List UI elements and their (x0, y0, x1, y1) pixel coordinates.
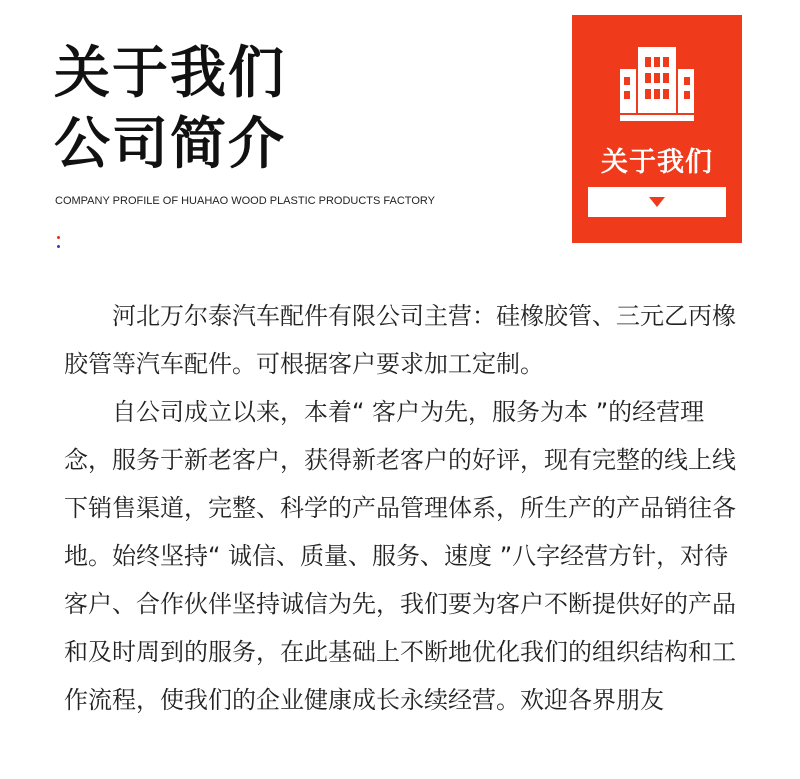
paragraph-1: 河北万尔泰汽车配件有限公司主营：硅橡胶管、三元乙丙橡胶管等汽车配件。可根据客户要求加工定制。 (64, 302, 736, 378)
badge-label: 关于我们 (601, 147, 713, 178)
accent-dot-red (57, 236, 60, 239)
company-description (64, 292, 736, 724)
about-us-badge (572, 15, 742, 243)
badge-bar (588, 187, 726, 217)
triangle-down-icon (649, 197, 665, 207)
accent-dot-blue (57, 245, 60, 248)
page-subtitle: COMPANY PROFILE OF HUAHAO WOOD PLASTIC PRODUCTS FACTORY (55, 195, 435, 207)
page-title-line1: 关于我们 (54, 41, 286, 106)
paragraph-2: 自公司成立以来，本着“ 客户为先，服务为本 ”的经营理念，服务于新老客户，获得新老客户的好评，现有完整的线上线下销售渠道，完整、科学的产品管理体系，所生产的产品销往各地。始终坚持“ 诚信、质量、服务、速度 ”八字经营方针，对待客户、合作伙伴坚持诚信为先，我们要为客户不断提供好的产品和及时周到的服务，在此基础上不断地优化我们的组织结构和工作流程，使我们的企业健康成长永续经营。欢迎各界朋友 (64, 398, 736, 714)
building-icon (620, 47, 694, 121)
accent-dots (57, 236, 61, 252)
page-title-line2: 公司简介 (54, 112, 286, 177)
